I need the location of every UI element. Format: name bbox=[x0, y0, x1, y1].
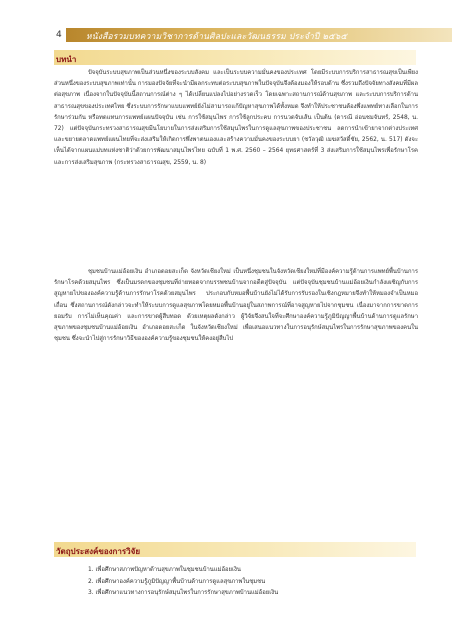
intro-paragraph-2: ชุมชนบ้านแม่อ้อยเงิน อำเภอดอยสะเก็ด จังหวัดเชียงใหม่ เป็นหนึ่งชุมชนในจังหวัดเชียงใหม่ที่มีองค์ความรู้ด้านการแพทย์พื้นบ้านการรักษาโรคด้วยสมุนไพร ซึ่งเป็นมรดกของชุมชนที่ถ่ายทอดจากบรรพชนบ้านจากอดีตสู่ปัจจุบัน แต่ปัจจุบันชุมชนบ้านแม่อ้อยเงินกำลังเผชิญกับการสูญหายไปขององค์ความรู้ด้านการรักษาโรคด้วยสมุนไพร ประกอบกับหมอพื้นบ้านยังไม่ได้รับการรับรองในเชิงกฎหมายจึงทำให้หมองจำเป็นหมอเถื่อน ซึ่งสถานการณ์ดังกล่าวจะทำให้ระบบการดูแลสุขภาพโดยหมอพื้นบ้านอยู่ในสภาพการณ์ที่อาจสูญหายไปจากชุมชน เนื่องมาจากการขาดการยอมรับ การไม่เห็นคุณค่า และการขาดผู้สืบทอด ด้วยเหตุผลดังกล่าว ผู้วิจัยจึงสนใจที่จะศึกษาองค์ความรู้ภูมิปัญญาพื้นบ้านด้านการดูแลรักษาสุขภาพของชุมชนบ้านแม่อ้อยเงิน อำเภอดอยสะเก็ด ในจังหวัดเชียงใหม่ เพื่อเสนอแนวทางในการอนุรักษ์สมุนไพรในการรักษาสุขภาพของคนในชุมชน ซึ่งจะนำไปสู่การรักษาวิธีขององค์ความรู้ของชุมชนให้คงอยู่สืบไป bbox=[54, 269, 418, 343]
intro-heading: บทนำ bbox=[56, 55, 77, 64]
objectives-list bbox=[88, 565, 278, 600]
page-number: 4 bbox=[56, 30, 62, 40]
objectives-heading: วัตถุประสงค์ของการวิจัย bbox=[56, 547, 141, 556]
intro-heading-bar bbox=[54, 50, 416, 65]
running-title: หนังสือรวมบทความวิชาการด้านศิลปะและวัฒนธรรม ประจำปี ๒๕๖๕ bbox=[86, 32, 348, 42]
objective-item: 3. เพื่อศึกษาแนวทางการอนุรักษ์สมุนไพรในการรักษาสุขภาพบ้านแม่อ้อยเงิน bbox=[88, 590, 279, 596]
objective-item: 2. เพื่อศึกษาองค์ความรู้ภูมิปัญญาพื้นบ้านด้านการดูแลสุขภาพในชุมชน bbox=[88, 578, 266, 585]
intro-paragraph-1: ปัจจุบันระบบสุขภาพเป็นส่วนหนึ่งของระบบสังคม และเป็นระบบความมั่นคงของประเทศ โดยมีระบบการบริการสาธารณสุขเป็นเพียงส่วนหนึ่งของระบบสุขภาพเท่านั้น การมองปัจจัยที่จะนำมีผลกระทบต่อระบบสุขภาพในปัจจุบันจึงต้องมองให้รอบด้าน ซึ่งรวมถึงปัจจัยทางสังคมที่มีผลต่อสุขภาพ เนื่องจากในปัจจุบันนี้สถานการณ์ต่าง ๆ ได้เปลี่ยนแปลงไปอย่างรวดเร็ว โดยเฉพาะสถานการณ์ด้านสุขภาพ และระบบการบริการด้านสาธารณสุขของประเทศไทย ซึ่งระบบการรักษาแบบแพทย์ยังไม่สามารถแก้ปัญหาสุขภาพได้ทั้งหมด จึงทำให้ประชาชนต้องพึ่งแพทย์ทางเลือกในการรักษาร่วมกัน หรือทดแทนการแพทย์แผนปัจจุบัน เช่น การใช้สมุนไพร การใช้ลูกประคบ การนวดจับเส้น เป็นต้น (ดารณี อ่อนชมจันทร์, 2548, น. 72) แต่ปัจจุบันกระทรวงสาธารณสุขมีนโยบายในการส่งเสริมการใช้สมุนไพรในการดูแลสุขภาพของประชาชน ลดการนำเข้ายาจากต่างประเทศ และขยายตลาดแพทย์แผนไทยที่จะส่งเสริมให้เกิดการพึ่งพาตนเองและสร้างความมั่นคงของระบบยา (ชวัลวุฒิ เมฆสวัสดิ์ชัย, 2562, น. 517) ดังจะเห็นได้จากแผนแม่บทแห่งชาติว่าด้วยการพัฒนาสมุนไพรไทย ฉบับที่ 1 พ.ศ. 2560 – 2564 ยุทธศาสตร์ที่ 3 ส่งเสริมการใช้สมุนไพรเพื่อรักษาโรคและการส่งเสริมสุขภาพ (กระทรวงสาธารณสุข, 2559, น. 8) bbox=[54, 70, 418, 166]
objective-item: 1. เพื่อศึกษาสภาพปัญหาด้านสุขภาพในชุมชนบ้านแม่อ้อยเงิน bbox=[88, 567, 241, 573]
